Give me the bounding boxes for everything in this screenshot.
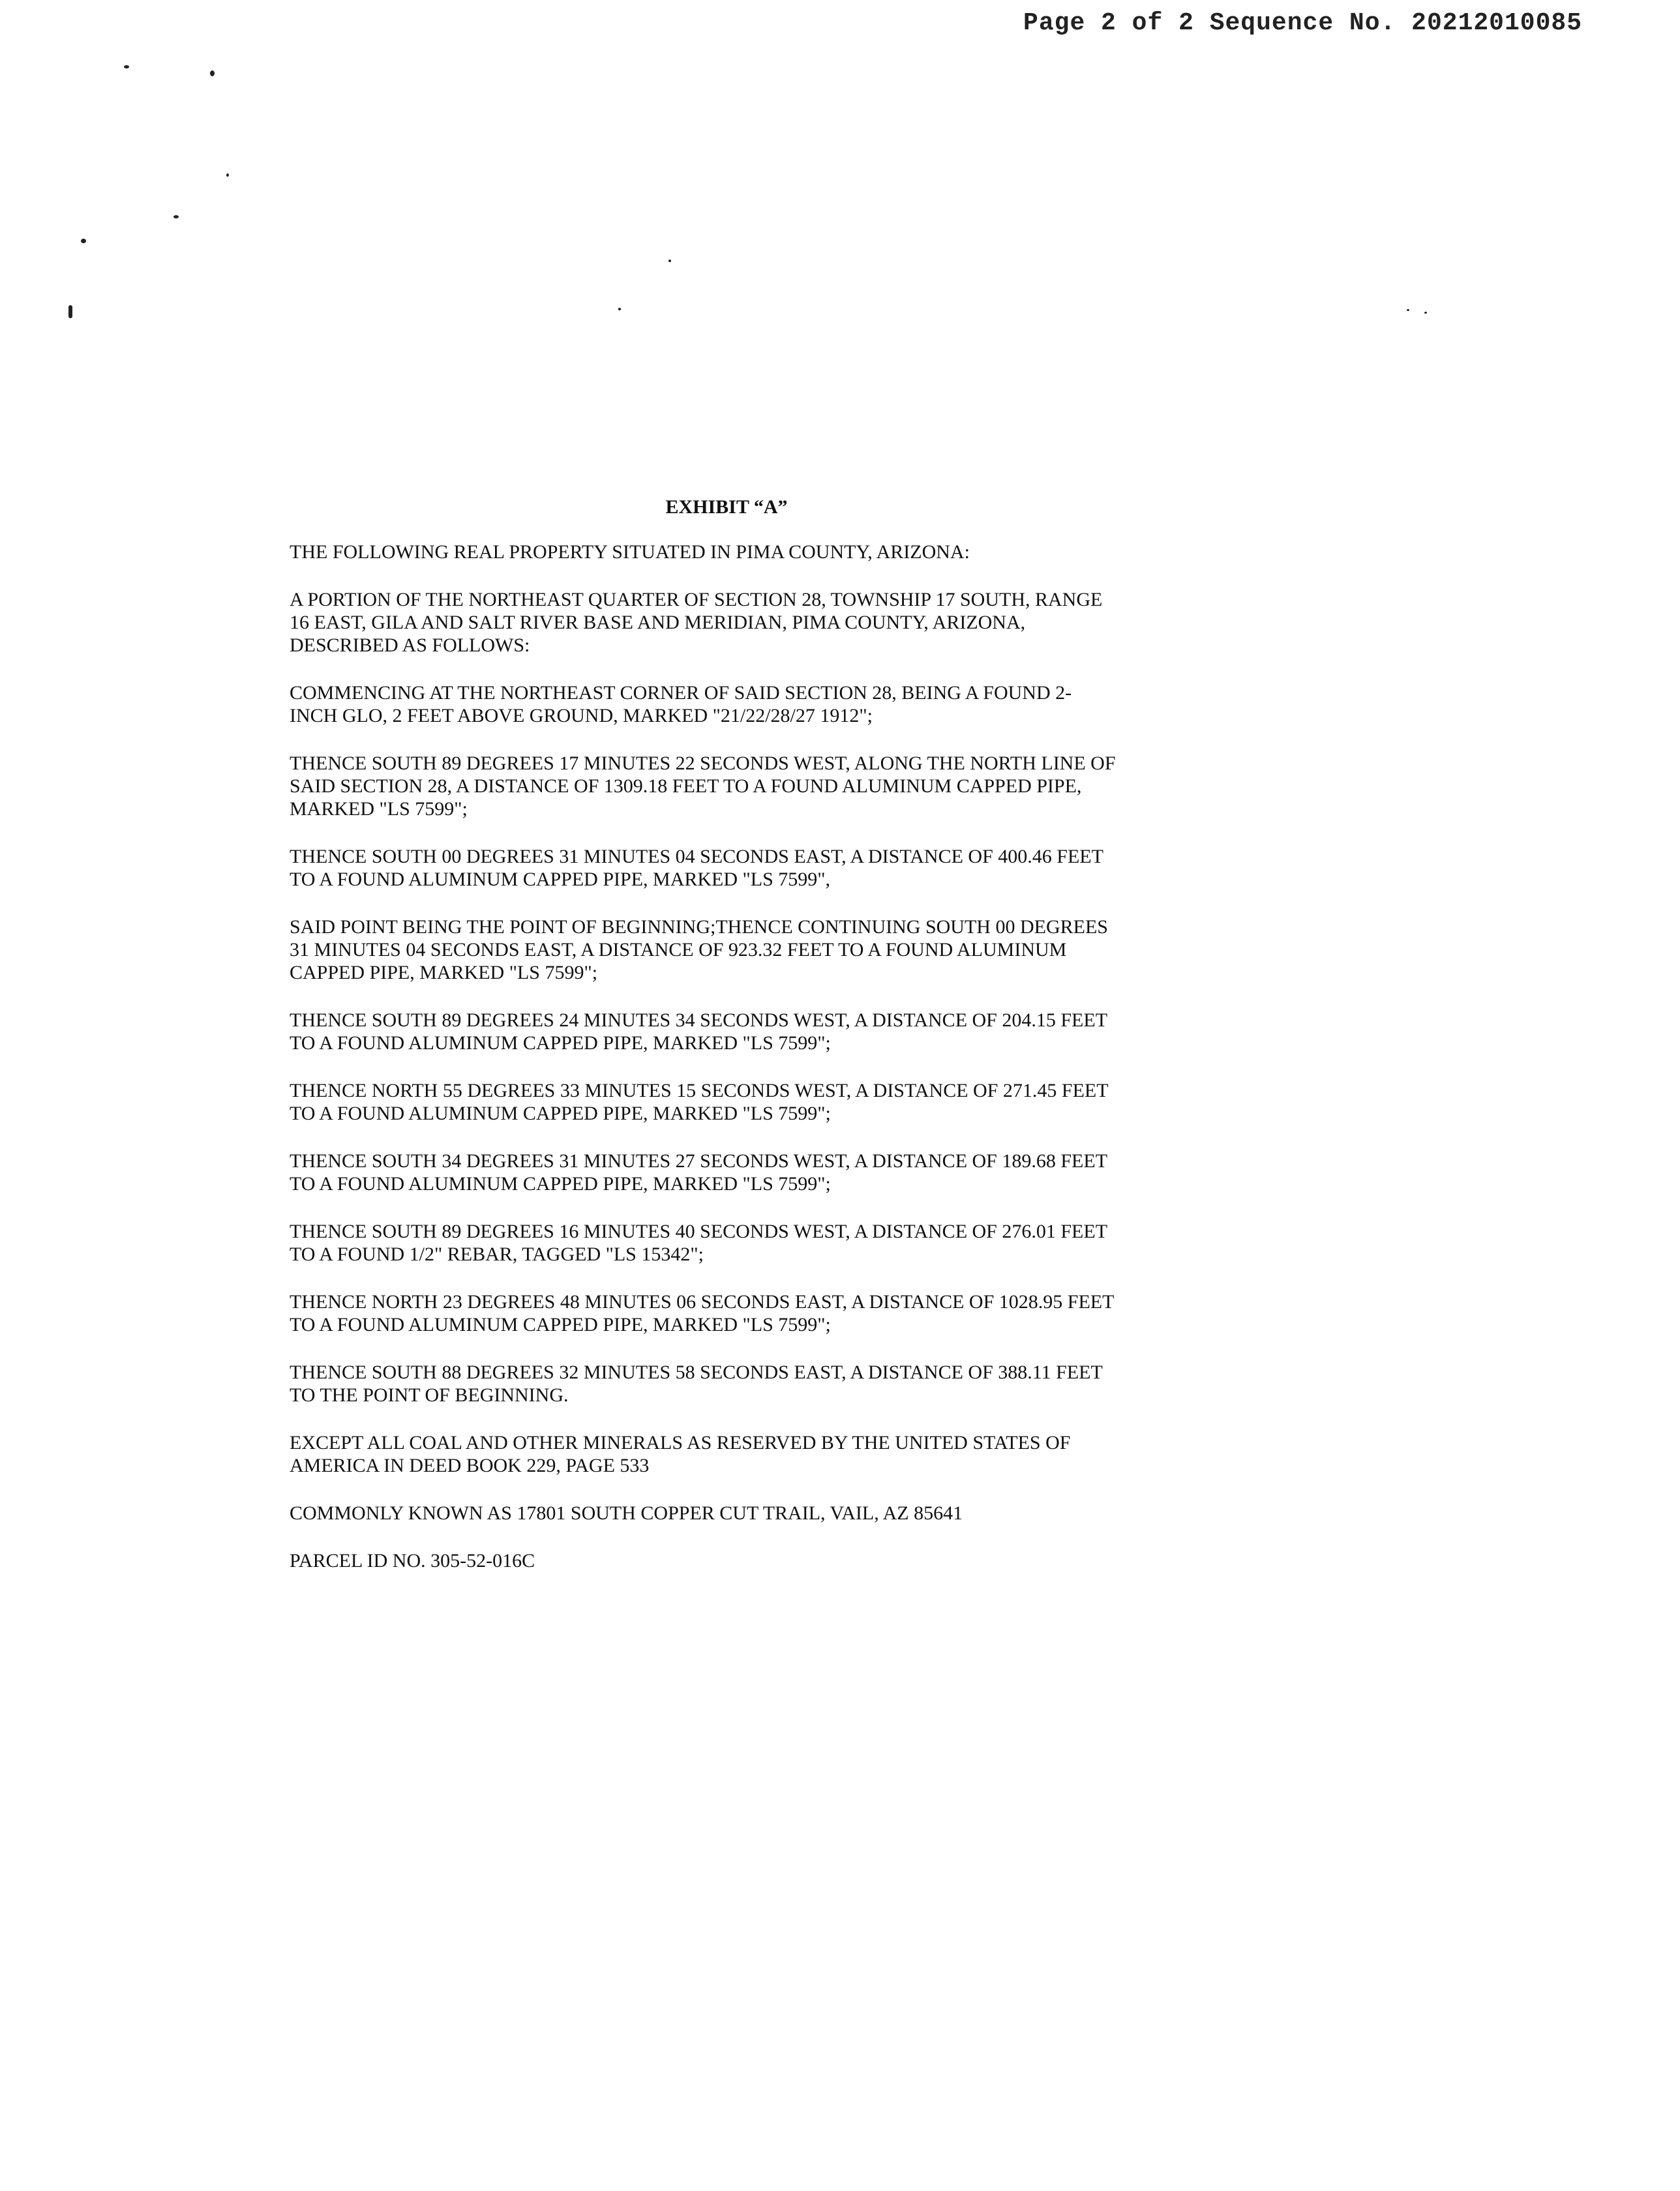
sequence-label: Sequence No. [1209, 9, 1396, 37]
boundary-call-2: THENCE SOUTH 00 DEGREES 31 MINUTES 04 SECONDS EAST, A DISTANCE OF 400.46 FEET TO A FOUND ALUMINUM CAPPED PIPE, MARKED "LS 7599", [290, 846, 1103, 890]
exhibit-document [290, 496, 1163, 1597]
boundary-call-8: THENCE SOUTH 88 DEGREES 32 MINUTES 58 SECONDS EAST, A DISTANCE OF 388.11 FEET TO THE POINT OF BEGINNING. [290, 1362, 1103, 1406]
exhibit-title: EXHIBIT “A” [665, 496, 788, 518]
point-of-beginning: SAID POINT BEING THE POINT OF BEGINNING;THENCE CONTINUING SOUTH 00 DEGREES 31 MINUTES 04 SECONDS EAST, A DISTANCE OF 923.32 FEET TO A FOUND ALUMINUM CAPPED PIPE, MARKED "LS 7599"; [290, 916, 1108, 983]
scan-speck [618, 308, 621, 310]
scan-speck [68, 305, 72, 318]
parcel-id: PARCEL ID NO. 305-52-016C [290, 1550, 535, 1572]
scan-speck [173, 215, 179, 218]
commencing-point: COMMENCING AT THE NORTHEAST CORNER OF SAID SECTION 28, BEING A FOUND 2- INCH GLO, 2 FEET ABOVE GROUND, MARKED "21/22/28/27 1912"; [290, 682, 1072, 726]
mineral-exception: EXCEPT ALL COAL AND OTHER MINERALS AS RESERVED BY THE UNITED STATES OF AMERICA IN DEED BOOK 229, PAGE 533 [290, 1432, 1071, 1476]
scan-speck [226, 173, 229, 177]
sequence-number: 20212010085 [1411, 9, 1582, 37]
scan-speck [210, 70, 215, 76]
boundary-call-5: THENCE SOUTH 34 DEGREES 31 MINUTES 27 SECONDS WEST, A DISTANCE OF 189.68 FEET TO A FOUND ALUMINUM CAPPED PIPE, MARKED "LS 7599"; [290, 1150, 1108, 1195]
boundary-call-7: THENCE NORTH 23 DEGREES 48 MINUTES 06 SECONDS EAST, A DISTANCE OF 1028.95 FEET TO A FOUND ALUMINUM CAPPED PIPE, MARKED "LS 7599"; [290, 1291, 1115, 1335]
boundary-call-1: THENCE SOUTH 89 DEGREES 17 MINUTES 22 SECONDS WEST, ALONG THE NORTH LINE OF SAID SECTION 28, A DISTANCE OF 1309.18 FEET TO A FOUND ALUMINUM CAPPED PIPE, MARKED "LS 7599"; [290, 753, 1116, 820]
scan-speck [1407, 309, 1409, 311]
scan-speck [124, 65, 129, 68]
page-label: Page 2 of 2 [1023, 9, 1194, 37]
page-header [1023, 9, 1582, 37]
boundary-call-4: THENCE NORTH 55 DEGREES 33 MINUTES 15 SECONDS WEST, A DISTANCE OF 271.45 FEET TO A FOUND ALUMINUM CAPPED PIPE, MARKED "LS 7599"; [290, 1080, 1109, 1124]
boundary-call-3: THENCE SOUTH 89 DEGREES 24 MINUTES 34 SECONDS WEST, A DISTANCE OF 204.15 FEET TO A FOUND ALUMINUM CAPPED PIPE, MARKED "LS 7599"; [290, 1009, 1108, 1054]
property-intro: THE FOLLOWING REAL PROPERTY SITUATED IN PIMA COUNTY, ARIZONA: [290, 541, 970, 563]
common-address: COMMONLY KNOWN AS 17801 SOUTH COPPER CUT TRAIL, VAIL, AZ 85641 [290, 1502, 963, 1524]
scan-speck [668, 260, 671, 262]
legal-description-portion: A PORTION OF THE NORTHEAST QUARTER OF SECTION 28, TOWNSHIP 17 SOUTH, RANGE 16 EAST, GILA AND SALT RIVER BASE AND MERIDIAN, PIMA COUNTY, ARIZONA, DESCRIBED AS FOLLOWS: [290, 589, 1103, 656]
scan-speck [81, 239, 86, 243]
scan-speck [1424, 312, 1427, 314]
boundary-call-6: THENCE SOUTH 89 DEGREES 16 MINUTES 40 SECONDS WEST, A DISTANCE OF 276.01 FEET TO A FOUND 1/2" REBAR, TAGGED "LS 15342"; [290, 1221, 1108, 1265]
